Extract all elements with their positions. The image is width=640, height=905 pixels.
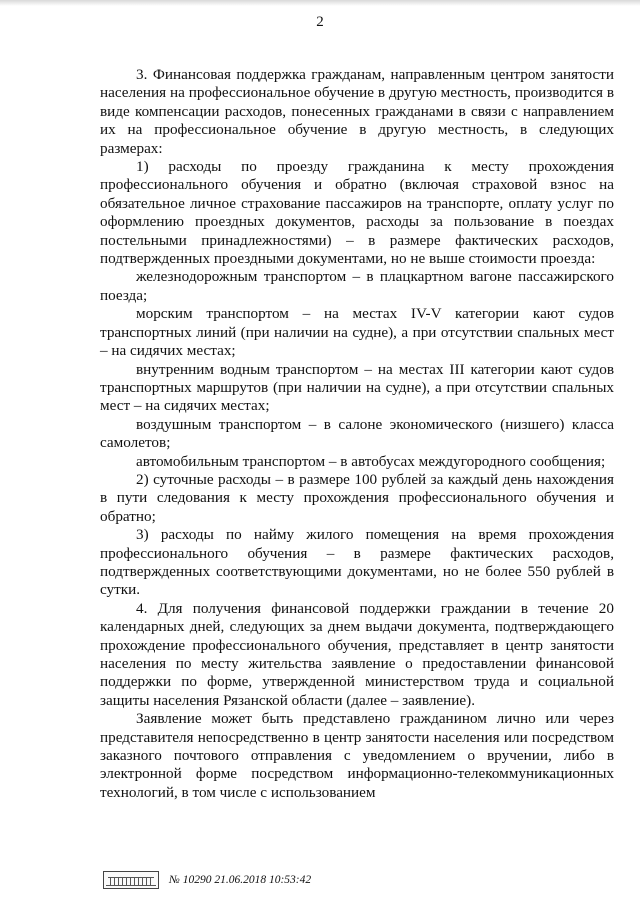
paragraph-sea-transport: морским транспортом – на местах IV-V категории кают судов транспортных линий (при наличии на судне), а при отсутствии спальных мест – на сидячих местах;: [100, 305, 614, 360]
paragraph-financial-support: 3. Финансовая поддержка гражданам, направленным центром занятости населения на профессиональное обучение в другую местность, производится в виде компенсации расходов, понесенных гражданами в связи с направлением их на профессиональное обучение в другую местность, в следующих размерах:: [100, 66, 614, 157]
paragraph-travel-expenses: 1) расходы по проезду гражданина к месту прохождения профессионального обучения и обратно (включая страховой взнос на обязательное личное страхование пассажиров на транспорте, оплату услуг по оформлению проездных документов, расходы за пользование в поездах постельными принадлежностями) – в размере фактических расходов, подтвержденных проездными документами, но не выше стоимости проезда:: [100, 158, 614, 268]
page-number: 2: [316, 14, 324, 30]
paragraph-accommodation: 3) расходы по найму жилого помещения на время прохождения профессионального обучения – в размере фактических расходов, подтвержденных соответствующими документами, но не более 550 рублей в сутки.: [100, 526, 614, 599]
registration-number: № 10290 21.06.2018 10:53:42: [169, 874, 312, 886]
registration-footer: [103, 870, 311, 890]
paragraph-air-transport: воздушным транспортом – в салоне экономического (низшего) класса самолетов;: [100, 415, 614, 452]
government-building-stamp-icon: [103, 871, 159, 889]
document-body: [100, 66, 614, 802]
paragraph-river-transport: внутренним водным транспортом – на местах III категории кают судов транспортных маршрутов (при наличии на судне), а при отсутствии спальных мест – на сидячих местах;: [100, 360, 614, 415]
paragraph-application-submission: Заявление может быть представлено гражданином лично или через представителя непосредственно в центр занятости населения или посредством заказного почтового отправления с уведомлением о вручении, либо в электронной форме посредством информационно-телекоммуникационных технологий, в том числе с использованием: [100, 710, 614, 801]
scan-top-edge: [0, 0, 640, 6]
paragraph-daily-allowance: 2) суточные расходы – в размере 100 рублей за каждый день нахождения в пути следования к месту прохождения профессионального обучения и обратно;: [100, 470, 614, 525]
paragraph-rail-transport: железнодорожным транспортом – в плацкартном вагоне пассажирского поезда;: [100, 268, 614, 304]
paragraph-application-procedure: 4. Для получения финансовой поддержки граждании в течение 20 календарных дней, следующих за днем выдачи документа, подтверждающего прохождение профессионального обучения, представляет в центр занятости населения по месту жительства заявление о предоставлении финансовой поддержки по форме, утвержденной министерством труда и социальной защиты населения Рязанской области (далее – заявление).: [100, 599, 614, 709]
paragraph-bus-transport: автомобильным транспортом – в автобусах междугородного сообщения;: [136, 452, 606, 470]
